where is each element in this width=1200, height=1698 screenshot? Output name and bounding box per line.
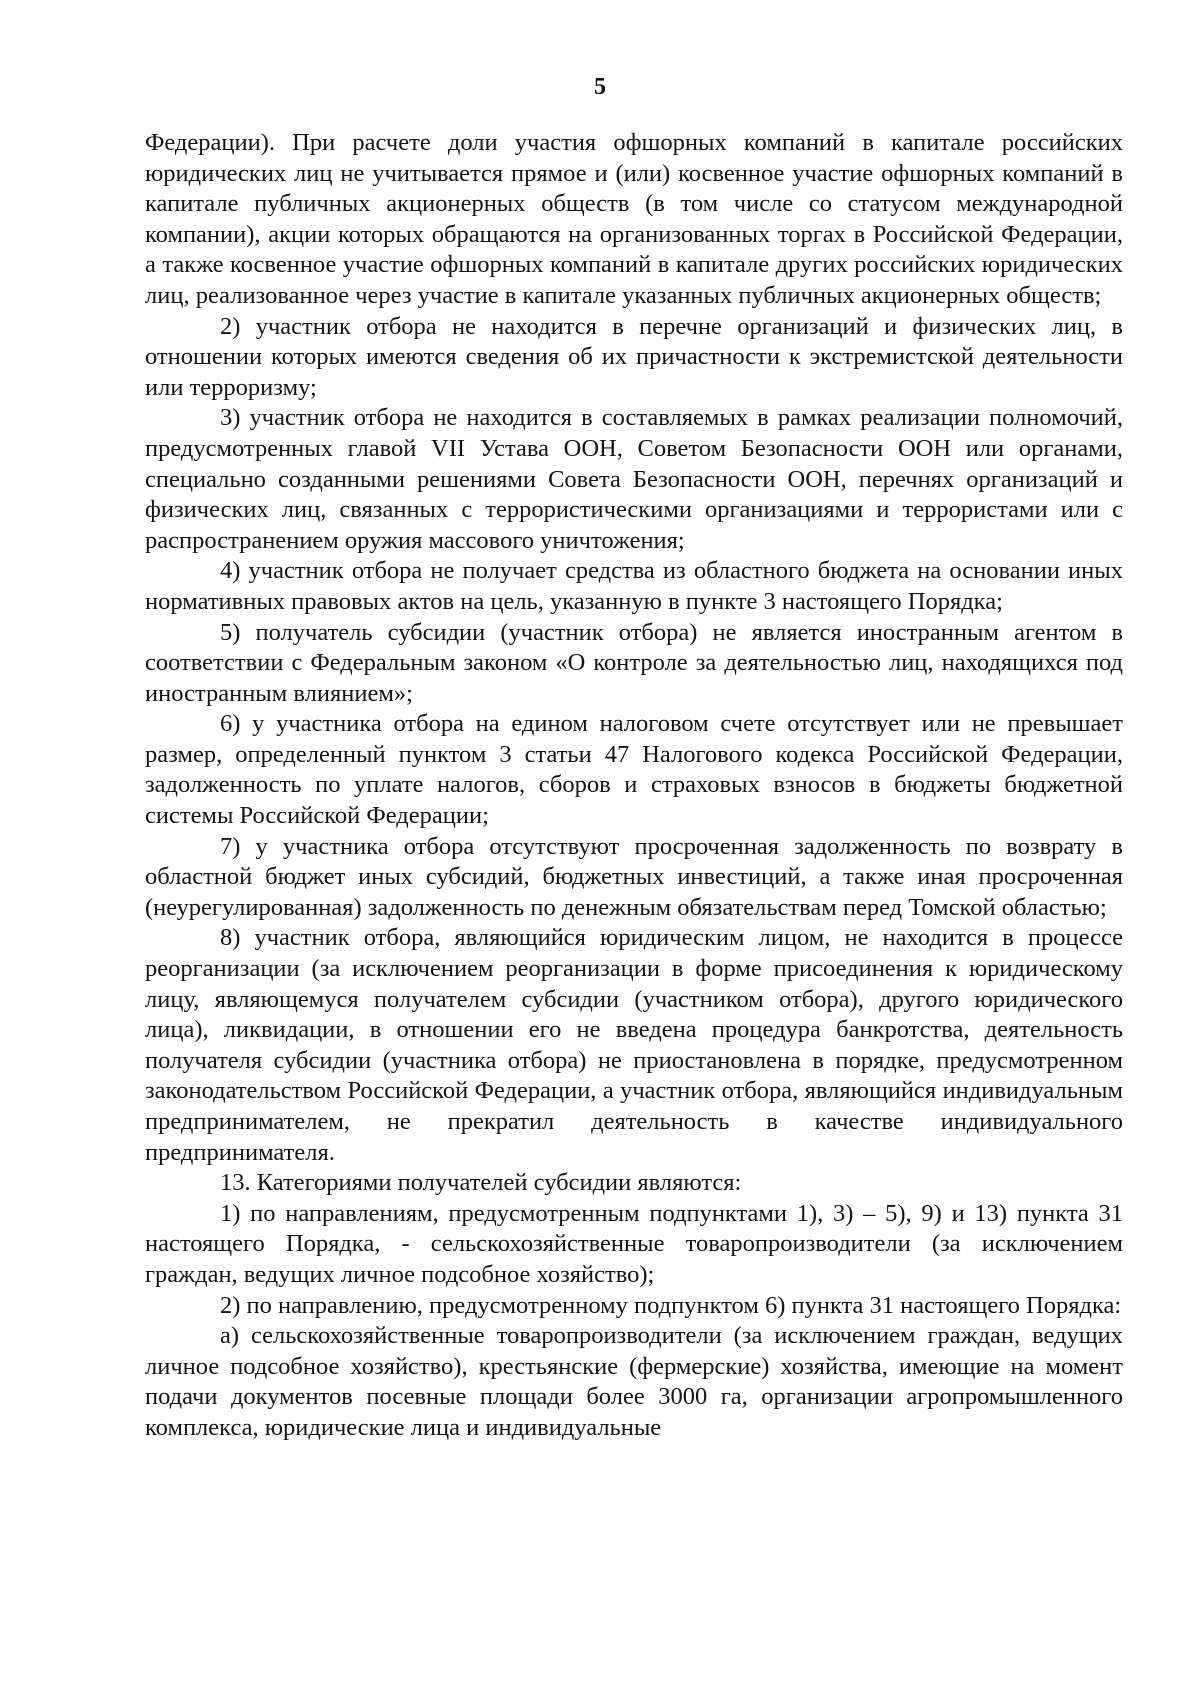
document-body [145,128,1123,1444]
paragraph-category-1: 1) по направлениям, предусмотренным подпунктами 1), 3) – 5), 9) и 13) пункта 31 настоящего Порядка, - сельскохозяйственные товаропроизводители (за исключением граждан, ведущих личное подсобное хозяйство); [145,1199,1123,1288]
paragraph-item-7: 7) у участника отбора отсутствуют просроченная задолженность по возврату в областной бюджет иных субсидий, бюджетных инвестиций, а также иная просроченная (неурегулированная) задолженность по денежным обязательствам перед Томской областью; [145,832,1123,921]
paragraph-item-6: 6) у участника отбора на едином налоговом счете отсутствует или не превышает размер, определенный пунктом 3 статьи 47 Налогового кодекса Российской Федерации, задолженность по уплате налогов, сборов и страховых взносов в бюджеты бюджетной системы Российской Федерации; [145,710,1123,830]
paragraph-item-3: 3) участник отбора не находится в составляемых в рамках реализации полномочий, предусмотренных главой VII Устава ООН, Советом Безопасности ООН или органами, специально созданными решениями Совета Безопасности ООН, перечнях организаций и физических лиц, связанных с террористическими организациями и террористами или с распространением оружия массового уничтожения; [145,404,1123,554]
page-number: 5 [594,74,606,100]
paragraph-item-4: 4) участник отбора не получает средства из областного бюджета на основании иных нормативных правовых актов на цель, указанную в пункте 3 настоящего Порядка; [145,557,1123,615]
paragraph-continuation: Федерации). При расчете доли участия офшорных компаний в капитале российских юридических лиц не учитывается прямое и (или) косвенное участие офшорных компаний в капитале публичных акционерных обществ (в том числе со статусом международной компании), акции которых обращаются на организованных торгах в Российской Федерации, а также косвенное участие офшорных компаний в капитале других российских юридических лиц, реализованное через участие в капитале указанных публичных акционерных обществ; [145,129,1123,309]
paragraph-category-2a: а) сельскохозяйственные товаропроизводители (за исключением граждан, ведущих личное подсобное хозяйство), крестьянские (фермерские) хозяйства, имеющие на момент подачи документов посевные площади более 3000 га, организации агропромышленного комплекса, юридические лица и индивидуальные [145,1322,1123,1441]
paragraph-category-2: 2) по направлению, предусмотренному подпунктом 6) пункта 31 настоящего Порядка: [220,1291,1122,1319]
paragraph-section-13: 13. Категориями получателей субсидии являются: [220,1169,742,1197]
paragraph-item-2: 2) участник отбора не находится в перечне организаций и физических лиц, в отношении которых имеются сведения об их причастности к экстремистской деятельности или терроризму; [145,312,1123,401]
paragraph-item-8: 8) участник отбора, являющийся юридическим лицом, не находится в процессе реорганизации (за исключением реорганизации в форме присоединения к юридическому лицу, являющемуся получателем субсидии (участником отбора), другого юридического лица), ликвидации, в отношении его не введена процедура банкротства, деятельность получателя субсидии (участника отбора) не приостановлена в порядке, предусмотренном законодательством Российской Федерации, а участник отбора, являющийся индивидуальным предпринимателем, не прекратил деятельность в качестве индивидуального предпринимателя. [145,924,1123,1166]
paragraph-item-5: 5) получатель субсидии (участник отбора) не является иностранным агентом в соответствии с Федеральным законом «О контроле за деятельностью лиц, находящихся под иностранным влиянием»; [145,618,1123,707]
